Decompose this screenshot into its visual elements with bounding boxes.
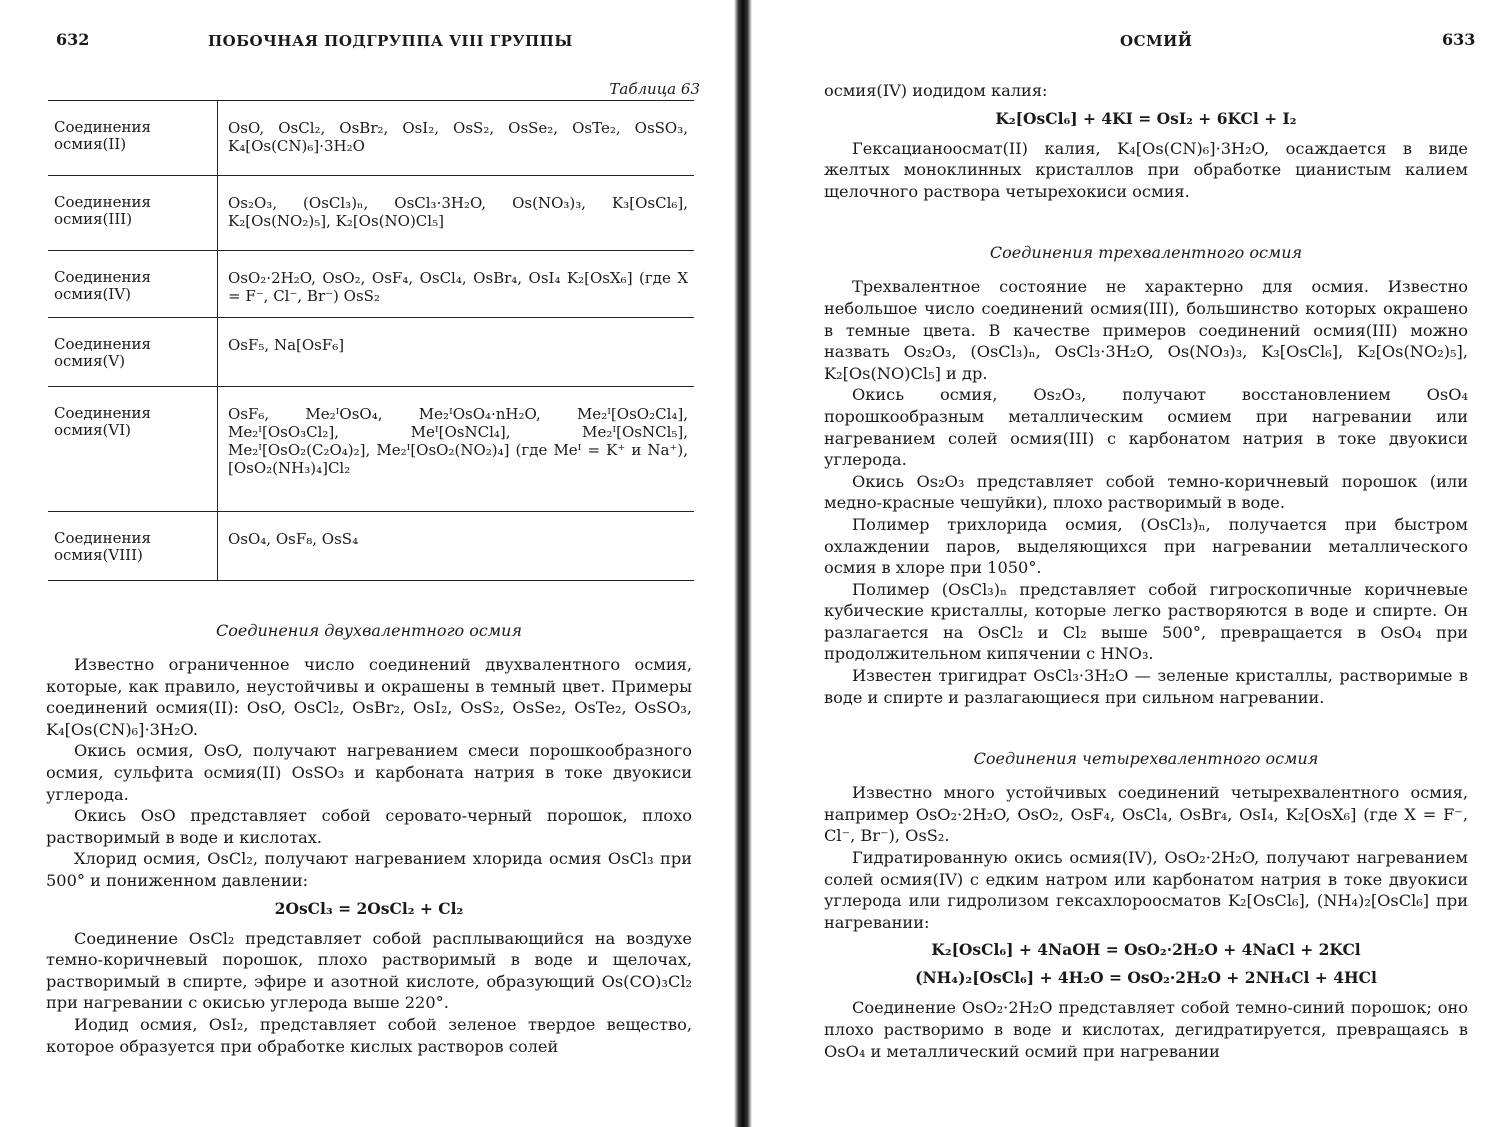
paragraph: Полимер трихлорида осмия, (OsCl₃)ₙ, получается при быстром охлаждении паров, выделяющихся при нагревании металлического осмия в хлоре при 1050°.: [824, 514, 1468, 578]
paragraph: Окись осмия, OsO, получают нагреванием смеси порошкообразного осмия, сульфита осмия(II) OsSO₃ и карбоната натрия в токе двуокиси углерода.: [46, 741, 692, 804]
table-row: [48, 387, 694, 512]
running-head-right: ОСМИЙ: [1120, 32, 1193, 50]
table-row-compounds: OsO₂·2H₂O, OsO₂, OsF₄, OsCl₄, OsBr₄, OsI₄ K₂[OsX₆] (где X = F⁻, Cl⁻, Br⁻) OsS₂: [228, 269, 688, 305]
table-row-label: Соединения осмия(VI): [48, 387, 218, 511]
table-row-label: Соединения осмия(II): [48, 101, 218, 175]
equation: K₂[OsCl₆] + 4NaOH = OsO₂·2H₂O + 4NaCl + 2KCl: [931, 940, 1361, 960]
page-number-left: 632: [56, 30, 90, 49]
paragraph: Иодид осмия, OsI₂, представляет собой зеленое твердое вещество, которое образуется при обработке кислых растворов солей: [46, 1014, 692, 1056]
table-row-compounds: OsF₅, Na[OsF₆]: [228, 336, 345, 354]
paragraph: Известно много устойчивых соединений четырехвалентного осмия, например OsO₂·2H₂O, OsO₂, OsF₄, OsCl₄, OsBr₄, OsI₄, K₂[OsX₆] (где X = F⁻, Cl⁻, Br⁻), OsS₂.: [824, 783, 1468, 846]
paragraph: осмия(IV) иодидом калия:: [824, 81, 1048, 100]
page-number-right: 633: [1442, 30, 1476, 49]
paragraph: Полимер (OsCl₃)ₙ представляет собой гигроскопичные коричневые кубические кристаллы, которые легко растворяются в воде и спирте. Он разлагается на OsCl₂ и Cl₂ выше 500°, превращается в OsO₄ при продолжительном кипячении с HNO₃.: [824, 579, 1468, 664]
right-page: [750, 0, 1504, 1127]
table-row-label: Соединения осмия(V): [48, 318, 218, 386]
table-row-label: Соединения осмия(III): [48, 176, 218, 250]
paragraph: Соединение OsO₂·2H₂O представляет собой темно-синий порошок; оно плохо растворимо в воде и кислотах, дегидратируется, превращаясь в OsO₄ и металлический осмий при нагревании: [824, 998, 1468, 1061]
right-text-flow: [824, 80, 1468, 1062]
paragraph: Трехвалентное состояние не характерно для осмия. Известно небольшое число соединений осмия(III), большинство которых окрашено в темные цвета. В качестве примеров соединений осмия(III) можно назвать Os₂O₃, (OsCl₃)ₙ, OsCl₃·3H₂O, Os(NO₃)₃, K₃[OsCl₆], K₂[Os(NO₂)₅], K₂[Os(NO)Cl₅] и др.: [824, 277, 1468, 383]
paragraph: Гидратированную окись осмия(IV), OsO₂·2H₂O, получают нагреванием солей осмия(IV) с едким натром или карбонатом натрия в токе двуокиси углерода или гидролизом гексахлороосматов K₂[OsCl₆], (NH₄)₂[OsCl₆] при нагревании:: [824, 848, 1468, 932]
paragraph: Окись OsO представляет собой серовато-черный порошок, плохо растворимый в воде и кислотах.: [46, 806, 692, 847]
section-heading: Соединения двухвалентного осмия: [215, 621, 523, 640]
paragraph: Известен тригидрат OsCl₃·3H₂O — зеленые кристаллы, растворимые в воде и спирте и разлагающиеся при сильном нагревании.: [824, 666, 1468, 707]
compounds-table: [48, 100, 694, 581]
paragraph: Соединение OsCl₂ представляет собой расплывающийся на воздухе темно-коричневый порошок, плохо растворимый в воде и щелочах, растворимый в спирте, эфире и азотной кислоте, образующий Os(CO)₃Cl₂ при нагревании с окисью углерода выше 220°.: [46, 928, 692, 1013]
paragraph: Окись осмия, Os₂O₃, получают восстановлением OsO₄ порошкообразным металлическим осмием при нагревании или нагреванием солей осмия(III) с карбонатом натрия в токе двуокиси углерода.: [824, 385, 1468, 470]
paragraph: Окись Os₂O₃ представляет собой темно-коричневый порошок (или медно-красные чешуйки), плохо растворимый в воде.: [824, 471, 1468, 513]
paragraph: Хлорид осмия, OsCl₂, получают нагреванием хлорида осмия OsCl₃ при 500° и пониженном давлении:: [46, 849, 692, 890]
table-row: [48, 101, 694, 176]
table-row: [48, 251, 694, 318]
left-text-flow: [46, 614, 692, 1057]
table-row-compounds: OsO, OsCl₂, OsBr₂, OsI₂, OsS₂, OsSe₂, OsTe₂, OsSO₃, K₄[Os(CN)₆]·3H₂O: [228, 119, 688, 155]
equation: K₂[OsCl₆] + 4KI = OsI₂ + 6KCl + I₂: [995, 108, 1297, 128]
left-page: [0, 0, 738, 1127]
table-row-compounds: OsF₆, Me₂ᴵOsO₄, Me₂ᴵOsO₄·nH₂O, Me₂ᴵ[OsO₂Cl₄], Me₂ᴵ[OsO₃Cl₂], Meᴵ[OsNCl₄], Me₂ᴵ[OsNCl₅], Me₂ᴵ[OsO₂(C₂O₄)₂], Me₂ᴵ[OsO₂(NO₂)₄] (где Meᴵ = K⁺ и Na⁺), [OsO₂(NH₃)₄]Cl₂: [228, 405, 688, 477]
table-row: [48, 318, 694, 387]
equation: 2OsCl₃ = 2OsCl₂ + Cl₂: [274, 898, 464, 918]
paragraph: Известно ограниченное число соединений двухвалентного осмия, которые, как правило, неустойчивы и окрашены в темный цвет. Примеры соединений осмия(II): OsO, OsCl₂, OsBr₂, OsI₂, OsS₂, OsSe₂, OsTe₂, OsSO₃, K₄[Os(CN)₆]·3H₂O.: [46, 655, 692, 739]
running-head-left: ПОБОЧНАЯ ПОДГРУППА VIII ГРУППЫ: [208, 32, 573, 50]
table-row-label: Соединения осмия(VIII): [48, 512, 218, 580]
equation: (NH₄)₂[OsCl₆] + 4H₂O = OsO₂·2H₂O + 2NH₄Cl + 4HCl: [915, 968, 1377, 988]
section-heading: Соединения четырехвалентного осмия: [973, 749, 1319, 769]
table-row: [48, 512, 694, 580]
paragraph: Гексацианоосмат(II) калия, K₄[Os(CN)₆]·3H₂O, осаждается в виде желтых моноклинных кристаллов при обработке цианистым калием щелочного раствора четырехокиси осмия.: [824, 138, 1468, 201]
section-heading: Соединения трехвалентного осмия: [989, 243, 1303, 263]
table-row-label: Соединения осмия(IV): [48, 251, 218, 317]
table-caption: Таблица 63: [609, 80, 700, 98]
table-row-compounds: Os₂O₃, (OsCl₃)ₙ, OsCl₃·3H₂O, Os(NO₃)₃, K₃[OsCl₆], K₂[Os(NO₂)₅], K₂[Os(NO)Cl₅]: [228, 194, 688, 230]
table-row-compounds: OsO₄, OsF₈, OsS₄: [228, 530, 359, 548]
table-row: [48, 176, 694, 251]
